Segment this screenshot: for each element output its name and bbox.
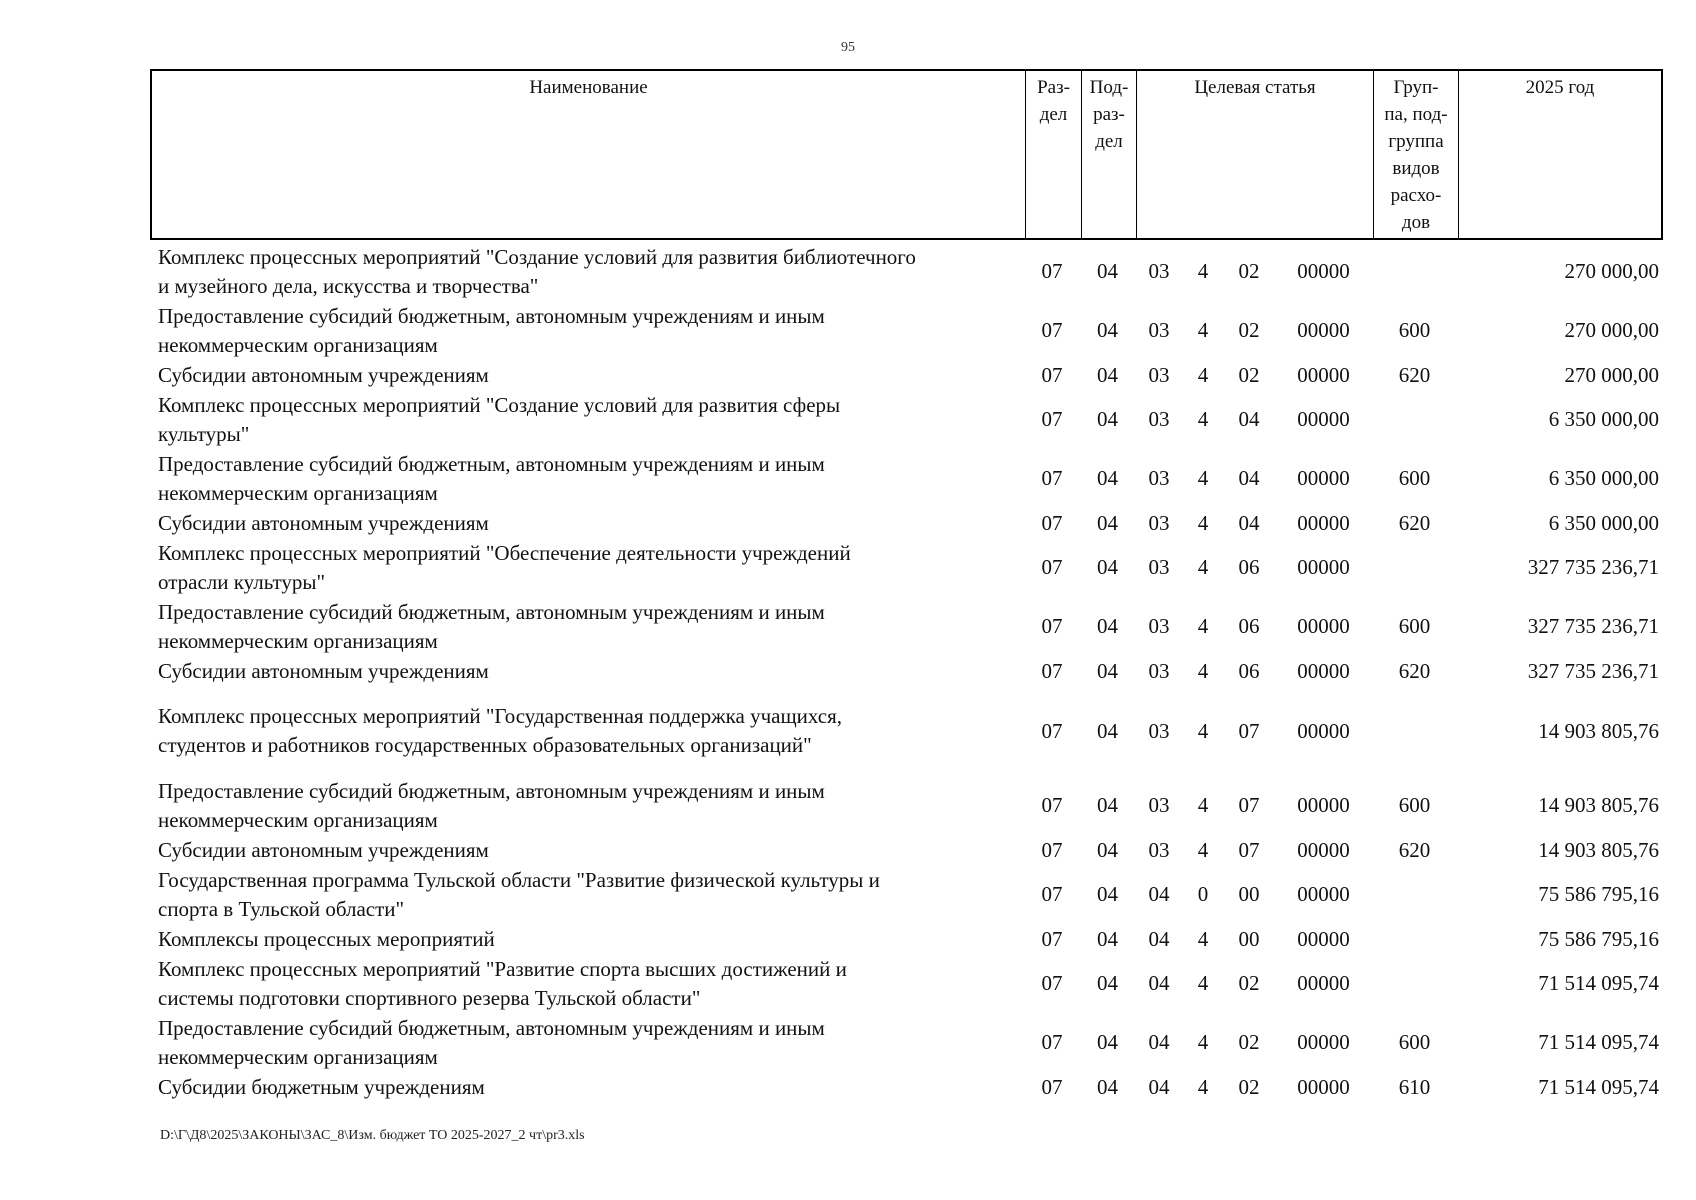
row-name-line: Комплекс процессных мероприятий "Создание условий для развития сферы [158,392,841,417]
row-celevaya-part: 02 [1238,1030,1260,1054]
row-razdel: 07 [1041,614,1063,638]
row-name [150,1073,1024,1102]
row-name-line: Предоставление субсидий бюджетным, автономным учреждениям и иным [158,303,825,328]
row-sum: 71 514 095,74 [1538,971,1659,995]
row-celevaya-part: 04 [1148,882,1170,906]
row-celevaya-part: 04 [1148,1074,1170,1099]
row-celevaya-part: 00000 [1297,658,1350,683]
row-celevaya-part: 03 [1148,793,1170,817]
row-celevaya-part: 0 [1197,882,1209,906]
row-sum: 6 350 000,00 [1548,407,1659,431]
row-razdel: 07 [1041,926,1063,951]
row-razdel: 07 [1041,793,1063,817]
row-name-line: системы подготовки спортивного резерва Тульской области" [158,985,701,1010]
row-razdel: 07 [1041,658,1063,683]
row-name [150,1014,1024,1072]
header-celevaya-statya [1137,71,1374,238]
row-sum: 327 735 236,71 [1527,555,1659,579]
row-celevaya-part: 00000 [1297,466,1350,490]
row-podrazdel: 04 [1097,658,1118,683]
table-row [150,449,1663,508]
row-name-line: культуры" [158,421,250,446]
row-razdel: 07 [1041,362,1063,387]
row-celevaya-part: 03 [1148,259,1170,283]
row-group: 620 [1398,362,1431,387]
row-celevaya-part: 00000 [1297,793,1350,817]
row-name-line: отрасли культуры" [158,569,326,594]
row-celevaya-part: 06 [1238,555,1260,579]
row-name-line: Предоставление субсидий бюджетным, автономным учреждениям и иным [158,451,825,476]
table-row [150,656,1663,686]
row-name [150,539,1024,597]
row-celevaya-part: 00000 [1297,362,1350,387]
header-podrazdel-line: дел [1095,131,1123,152]
row-sum: 270 000,00 [1564,362,1659,387]
row-name [150,450,1024,508]
row-podrazdel: 04 [1097,718,1118,743]
row-razdel: 07 [1041,466,1063,490]
row-celevaya-part: 00000 [1297,1030,1350,1054]
table-row [150,538,1663,597]
table-row [150,954,1663,1013]
row-celevaya-part: 03 [1148,362,1170,387]
row-razdel: 07 [1041,318,1063,342]
row-razdel: 07 [1041,971,1063,995]
row-sum: 75 586 795,16 [1538,926,1659,951]
row-celevaya-part: 07 [1238,718,1260,743]
row-group: 600 [1398,1030,1431,1054]
header-year-label: 2025 год [1525,77,1595,98]
row-celevaya-part: 4 [1197,466,1209,490]
row-name [150,866,1024,924]
table-row [150,508,1663,538]
row-celevaya-part: 03 [1148,555,1170,579]
row-celevaya-part: 03 [1148,407,1170,431]
row-celevaya-part: 00000 [1297,926,1350,951]
row-celevaya-part: 4 [1197,837,1209,862]
row-celevaya-part: 4 [1197,926,1209,951]
row-name-line: Комплекс процессных мероприятий "Создание условий для развития библиотечного [158,244,916,269]
row-name [150,777,1024,835]
row-name-line: Государственная программа Тульской области "Развитие физической культуры и [158,867,880,892]
row-razdel: 07 [1041,259,1063,283]
header-group [1374,71,1459,238]
header-name [152,71,1026,238]
row-name-line: Субсидии автономным учреждениям [158,658,489,683]
row-group: 600 [1398,466,1431,490]
row-celevaya-part: 03 [1148,510,1170,535]
row-celevaya-part: 4 [1197,658,1209,683]
row-celevaya-part: 00000 [1297,510,1350,535]
row-celevaya-part: 4 [1197,1074,1209,1099]
row-celevaya-part: 00000 [1297,1074,1350,1099]
row-celevaya-part: 03 [1148,658,1170,683]
row-razdel: 07 [1041,837,1063,862]
row-sum: 270 000,00 [1564,318,1659,342]
row-celevaya-part: 4 [1197,407,1209,431]
row-podrazdel: 04 [1097,362,1118,387]
row-celevaya-part: 4 [1197,1030,1209,1054]
row-group: 620 [1398,510,1431,535]
row-celevaya-part: 4 [1197,259,1209,283]
row-celevaya-part: 07 [1238,837,1260,862]
header-group-line: видов [1392,158,1440,179]
row-celevaya-part: 00000 [1297,971,1350,995]
header-razdel-line: Раз- [1037,77,1070,98]
row-podrazdel: 04 [1097,926,1118,951]
row-celevaya-part: 04 [1238,407,1260,431]
row-celevaya-part: 06 [1238,614,1260,638]
row-sum: 75 586 795,16 [1538,882,1659,906]
row-name-line: некоммерческим организациям [158,332,438,357]
header-name-label: Наименование [529,77,648,98]
row-podrazdel: 04 [1097,837,1118,862]
row-name [150,836,1024,865]
row-name-line: Субсидии автономным учреждениям [158,510,489,535]
header-podrazdel [1082,71,1137,238]
row-name-line: Субсидии бюджетным учреждениям [158,1074,485,1099]
row-razdel: 07 [1041,407,1063,431]
row-podrazdel: 04 [1097,1030,1118,1054]
row-celevaya-part: 03 [1148,837,1170,862]
row-razdel: 07 [1041,555,1063,579]
row-sum: 270 000,00 [1564,259,1659,283]
row-celevaya-part: 4 [1197,510,1209,535]
row-podrazdel: 04 [1097,555,1118,579]
row-razdel: 07 [1041,718,1063,743]
row-name-line: некоммерческим организациям [158,628,438,653]
header-podrazdel-line: раз- [1093,104,1125,125]
header-group-line: расхо- [1390,185,1442,206]
row-group: 620 [1398,837,1431,862]
row-celevaya-part: 4 [1197,971,1209,995]
row-name-line: Комплексы процессных мероприятий [158,926,495,951]
row-podrazdel: 04 [1097,971,1118,995]
row-sum: 14 903 805,76 [1538,837,1659,862]
header-year [1459,71,1661,238]
row-celevaya-part: 04 [1238,510,1260,535]
header-group-line: дов [1401,212,1431,233]
table-header [150,69,1663,240]
table-row [150,1072,1663,1102]
row-celevaya-part: 04 [1148,1030,1170,1054]
row-name-line: некоммерческим организациям [158,1044,438,1069]
row-name-line: Комплекс процессных мероприятий "Государственная поддержка учащихся, [158,704,842,728]
table-body [150,242,1663,1102]
row-group: 600 [1398,318,1431,342]
row-razdel: 07 [1041,510,1063,535]
row-celevaya-part: 00000 [1297,882,1350,906]
row-sum: 14 903 805,76 [1538,718,1659,743]
row-celevaya-part: 4 [1197,555,1209,579]
row-celevaya-part: 02 [1238,362,1260,387]
header-razdel [1026,71,1082,238]
row-name-line: Предоставление субсидий бюджетным, автономным учреждениям и иным [158,778,825,803]
row-celevaya-part: 02 [1238,1074,1260,1099]
row-sum: 71 514 095,74 [1538,1074,1659,1099]
header-group-line: группа [1388,131,1444,152]
row-celevaya-part: 4 [1197,318,1209,342]
table-row [150,924,1663,954]
row-celevaya-part: 4 [1197,614,1209,638]
row-name-line: некоммерческим организациям [158,480,438,505]
header-group-line: Груп- [1393,77,1439,98]
row-name-line: Комплекс процессных мероприятий "Обеспечение деятельности учреждений [158,540,851,565]
row-podrazdel: 04 [1097,407,1118,431]
row-celevaya-part: 02 [1238,971,1260,995]
row-podrazdel: 04 [1097,793,1118,817]
table-row [150,360,1663,390]
header-razdel-line: дел [1039,104,1068,125]
row-group: 600 [1398,614,1431,638]
row-name [150,955,1024,1013]
row-sum: 327 735 236,71 [1527,658,1659,683]
row-podrazdel: 04 [1097,882,1118,906]
table-row [150,865,1663,924]
row-name [150,243,1024,301]
row-name [150,509,1024,538]
table-row [150,301,1663,360]
row-podrazdel: 04 [1097,466,1118,490]
table-row [150,1013,1663,1072]
row-celevaya-part: 04 [1148,926,1170,951]
row-celevaya-part: 00 [1238,882,1260,906]
table-row [150,835,1663,865]
row-podrazdel: 04 [1097,614,1118,638]
row-celevaya-part: 00000 [1297,259,1350,283]
footer-file-path: D:\Г\Д8\2025\ЗАКОНЫ\ЗАС_8\Изм. бюджет ТО 2025-2027_2 чт\pr3.xls [160,1128,585,1143]
row-name [150,391,1024,449]
row-name [150,657,1024,686]
row-celevaya-part: 00000 [1297,407,1350,431]
row-name [150,302,1024,360]
header-group-line: па, под- [1384,104,1448,125]
row-celevaya-part: 06 [1238,658,1260,683]
row-celevaya-part: 02 [1238,318,1260,342]
table-row [150,686,1663,776]
row-celevaya-part: 4 [1197,718,1209,743]
row-celevaya-part: 02 [1238,259,1260,283]
row-sum: 14 903 805,76 [1538,793,1659,817]
row-celevaya-part: 00000 [1297,837,1350,862]
row-group: 600 [1398,793,1431,817]
row-podrazdel: 04 [1097,259,1118,283]
row-name-line: Субсидии автономным учреждениям [158,362,489,387]
row-sum: 6 350 000,00 [1548,510,1659,535]
row-name [150,361,1024,390]
row-razdel: 07 [1041,1030,1063,1054]
row-celevaya-part: 00000 [1297,555,1350,579]
row-name [150,598,1024,656]
row-celevaya-part: 00000 [1297,718,1350,743]
row-razdel: 07 [1041,1074,1063,1099]
row-razdel: 07 [1041,882,1063,906]
header-celevaya-label: Целевая статья [1194,77,1316,98]
header-podrazdel-line: Под- [1089,77,1129,98]
row-celevaya-part: 00000 [1297,318,1350,342]
row-sum: 71 514 095,74 [1538,1030,1659,1054]
row-name-line: некоммерческим организациям [158,807,438,832]
row-celevaya-part: 07 [1238,793,1260,817]
row-celevaya-part: 03 [1148,718,1170,743]
row-celevaya-part: 00 [1238,926,1260,951]
row-celevaya-part: 04 [1148,971,1170,995]
row-group: 620 [1398,658,1431,683]
row-sum: 6 350 000,00 [1548,466,1659,490]
row-name-line: Субсидии автономным учреждениям [158,837,489,862]
page-number: 95 [841,40,855,55]
row-name-line: спорта в Тульской области" [158,896,405,921]
row-celevaya-part: 03 [1148,466,1170,490]
row-celevaya-part: 03 [1148,318,1170,342]
row-group: 610 [1398,1074,1431,1099]
row-name-line: и музейного дела, искусства и творчества" [158,273,539,298]
table-row [150,390,1663,449]
row-sum: 327 735 236,71 [1527,614,1659,638]
row-celevaya-part: 03 [1148,614,1170,638]
row-celevaya-part: 04 [1238,466,1260,490]
row-name-line: Предоставление субсидий бюджетным, автономным учреждениям и иным [158,599,825,624]
row-celevaya-part: 00000 [1297,614,1350,638]
table-row [150,597,1663,656]
row-podrazdel: 04 [1097,510,1118,535]
row-name [150,702,1024,760]
row-name-line: Предоставление субсидий бюджетным, автономным учреждениям и иным [158,1015,825,1040]
row-name-line: Комплекс процессных мероприятий "Развитие спорта высших достижений и [158,956,847,981]
row-celevaya-part: 4 [1197,362,1209,387]
table-row [150,776,1663,835]
row-podrazdel: 04 [1097,318,1118,342]
row-celevaya-part: 4 [1197,793,1209,817]
table-row [150,242,1663,301]
row-name-line: студентов и работников государственных образовательных организаций" [158,733,812,757]
row-podrazdel: 04 [1097,1074,1118,1099]
row-name [150,925,1024,954]
